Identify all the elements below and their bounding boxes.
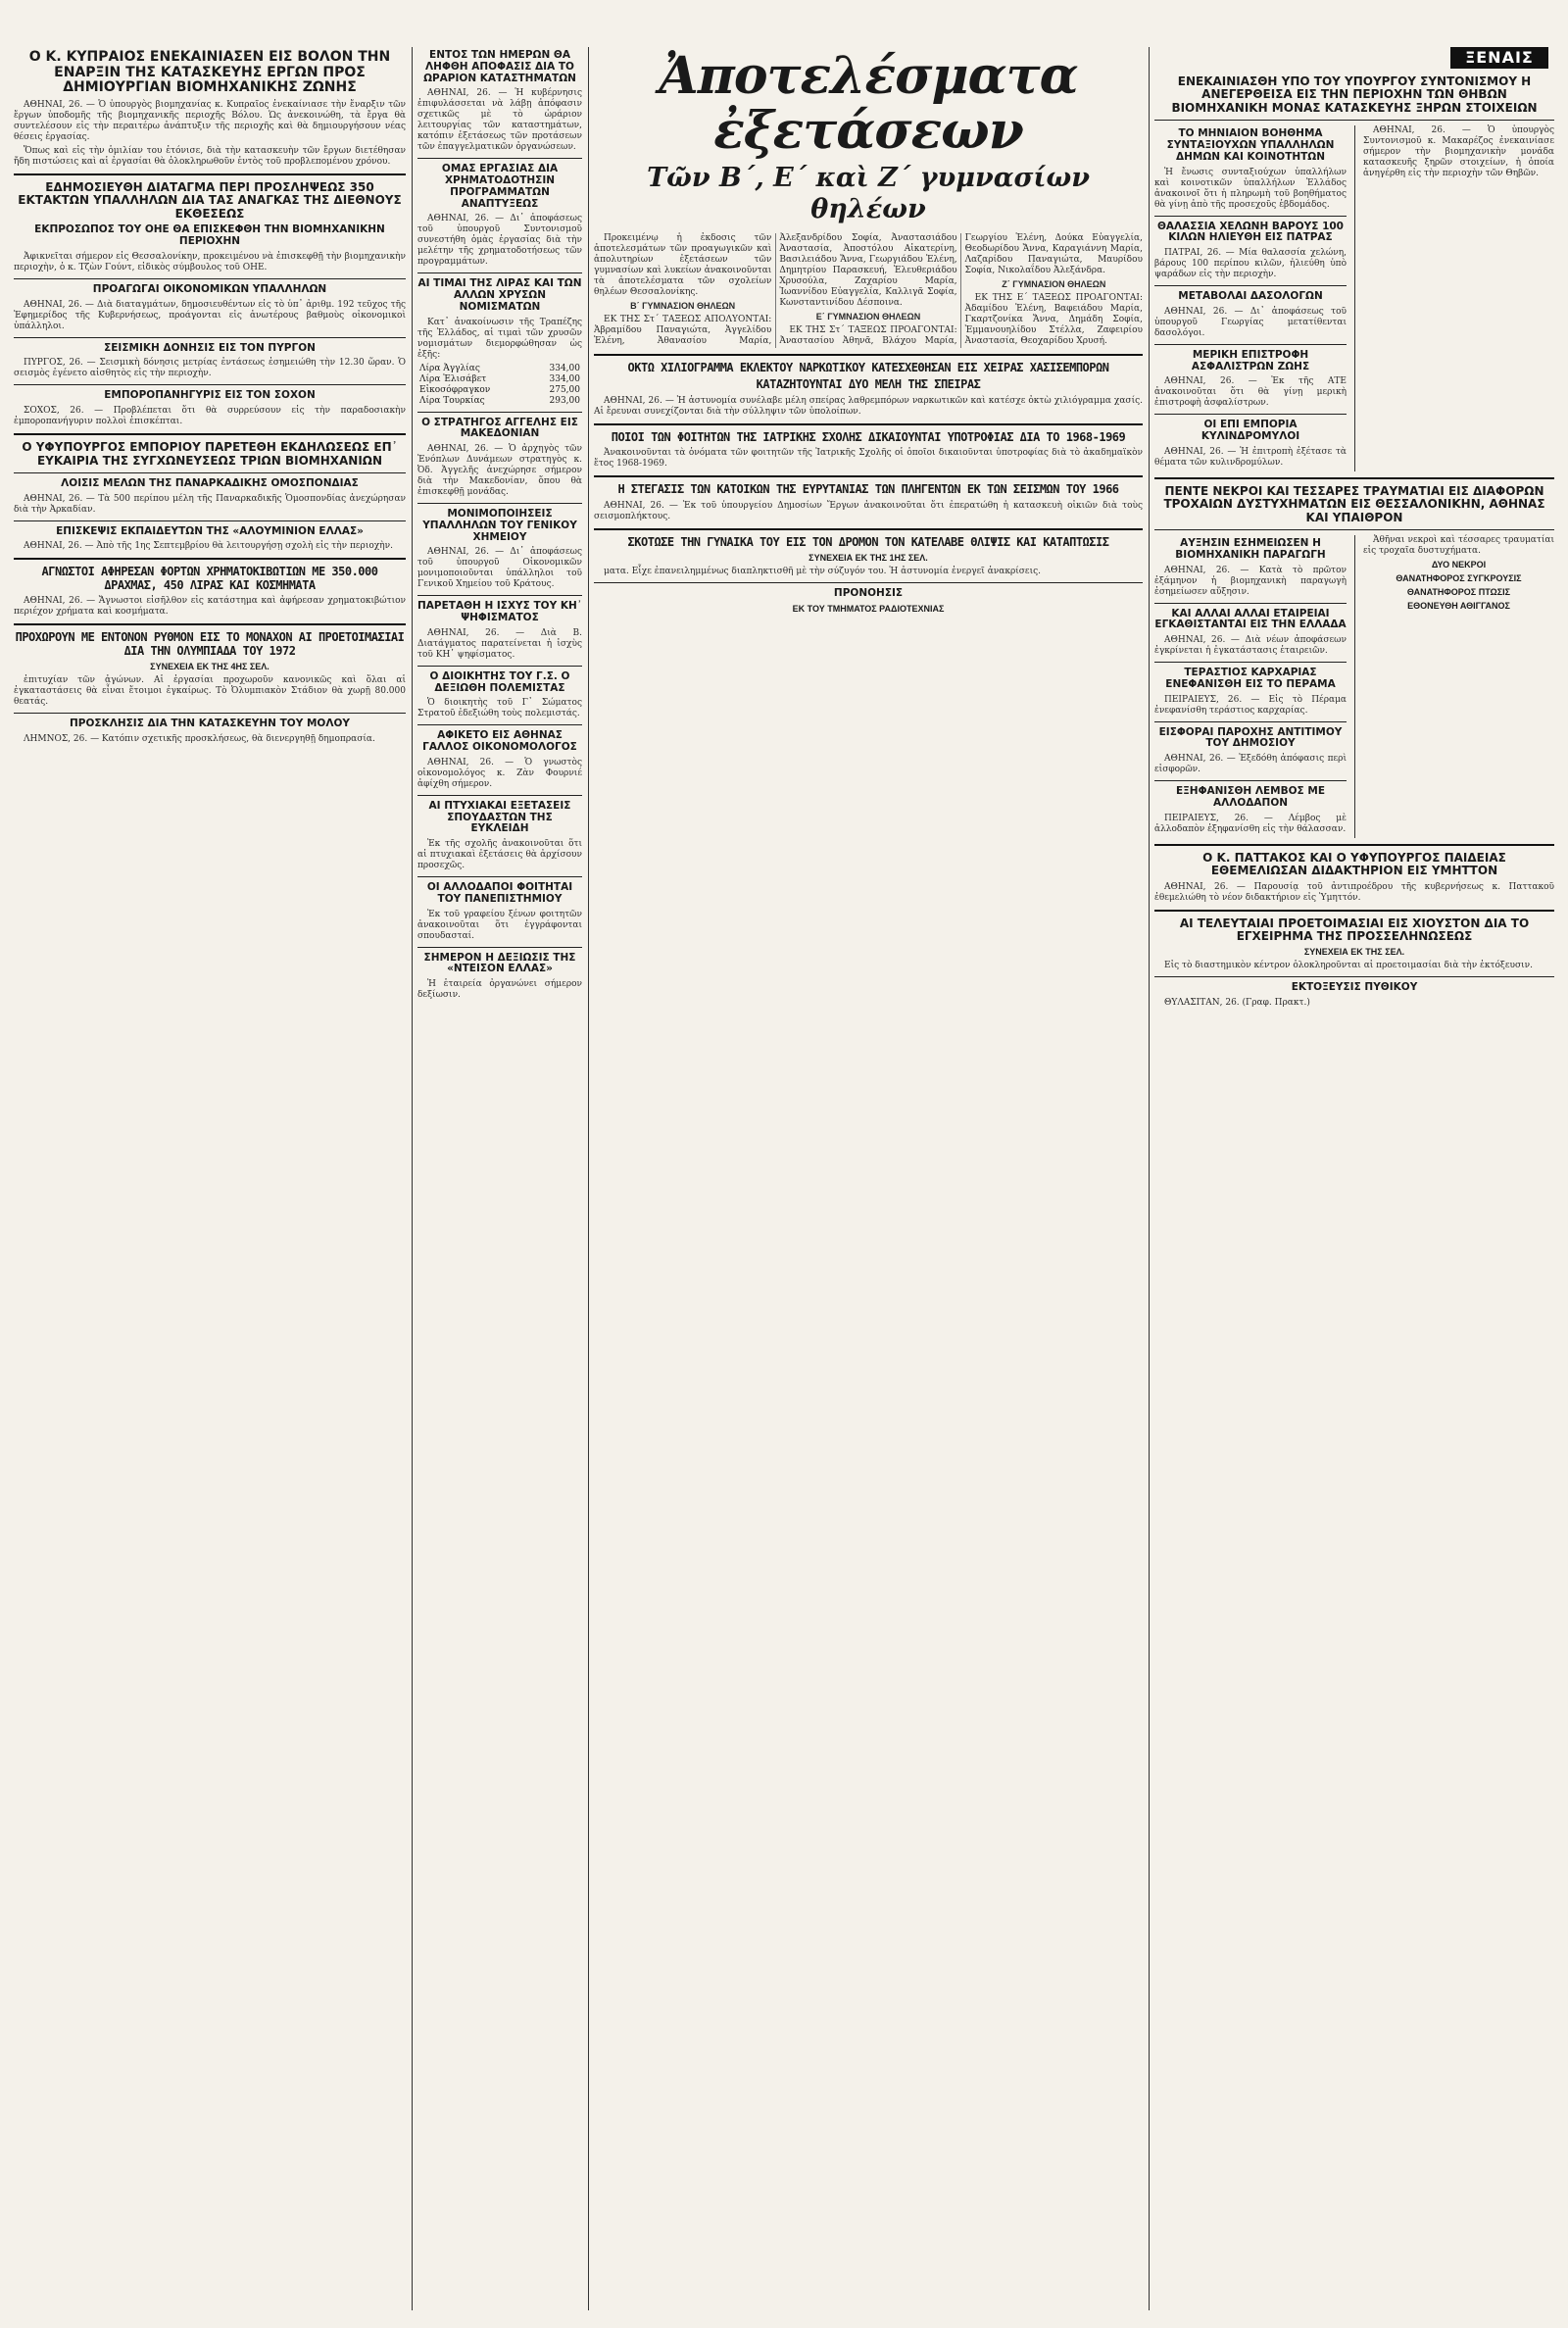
headline-dasologoi: ΜΕΤΑΒΟΛΑΙ ΔΑΣΟΛΟΓΩΝ (1178, 290, 1323, 303)
article-text: Ἐκ τοῦ γραφείου ξένων φοιτητῶν ἀνακοινοῦται ὅτι ἐγγράφονται σπουδασταί. (417, 909, 582, 941)
rate-value: 293,00 (549, 395, 580, 406)
headline-ektoxeusis: ΕΚΤΟΞΕΥΣΙΣ ΠΥΘΙΚΟΥ (1291, 981, 1418, 994)
divider (594, 528, 1143, 530)
subheading: ΕΚ ΤΟΥ ΤΜΗΜΑΤΟΣ ΡΑΔΙΟΤΕΧΝΙΑΣ (792, 603, 945, 614)
results-list: ΕΚ ΤΗΣ Ε΄ ΤΑΞΕΩΣ ΠΡΟΑΓΟΝΤΑΙ: Ἀδαμίδου Ἑλένη, Βαφειάδου Μαρία, Γκαρτζονίκα Ἄννα, Δημάδη Σοφία, Ἐμμανουηλίδου Στέλλα, Ζαφειρίου Ἀναστασία, Θεοχαρίδου Χρυσή. (964, 293, 1143, 346)
article-text: ΘΥΛΑΣΙΤΑΝ, 26. (Γραφ. Πρακτ.) (1164, 998, 1310, 1009)
headline-panarkadiki: ΛΟΙΣΙΣ ΜΕΛΩΝ ΤΗΣ ΠΑΝΑΡΚΑΔΙΚΗΣ ΟΜΟΣΠΟΝΔΙΑΣ (61, 476, 359, 489)
divider (14, 173, 406, 175)
divider (14, 520, 406, 521)
headline-molos: ΠΡΟΣΚΛΗΣΙΣ ΔΙΑ ΤΗΝ ΚΑΤΑΣΚΕΥΗΝ ΤΟΥ ΜΟΛΟΥ (70, 718, 350, 730)
article-text: ΑΘΗΝΑΙ, 26. — Τὰ 500 περίπου μέλη τῆς Παναρκαδικῆς Ὁμοσπονδίας ἀνεχώρησαν διὰ τὴν Ἀρκαδίαν. (14, 493, 406, 515)
divider (14, 623, 406, 625)
headline-oikonomologos: ΑΦΙΚΕΤΟ ΕΙΣ ΑΘΗΝΑΣ ΓΑΛΛΟΣ ΟΙΚΟΝΟΜΟΛΟΓΟΣ (422, 729, 577, 753)
divider (14, 384, 406, 385)
divider (417, 947, 582, 948)
article-text: ΑΘΗΝΑΙ, 26. — Δι᾽ ἀποφάσεως τοῦ ὑπουργοῦ Γεωργίας μετατίθενται δασολόγοι. (1154, 306, 1347, 338)
banner-subtitle: Τῶν Β΄, Ε΄ καὶ Ζ΄ γυμνασίων θηλέων (647, 163, 1090, 224)
column-2 (417, 47, 582, 2310)
headline-eisforai: ΕΙΣΦΟΡΑΙ ΠΑΡΟΧΗΣ ΑΝΤΙΤΙΜΟΥ ΤΟΥ ΔΗΜΟΣΙΟΥ (1158, 725, 1343, 750)
headline-chelona: ΘΑΛΑΣΣΙΑ ΧΕΛΩΝΗ ΒΑΡΟΥΣ 100 ΚΙΛΩΝ ΗΛΙΕΥΘΗ ΕΙΣ ΠΑΤΡΑΣ (1157, 220, 1344, 244)
article-text: ΑΘΗΝΑΙ, 26. — Ἐκ τῆς ΑΤΕ ἀνακοινοῦται ὅτι θὰ γίνῃ μερικὴ ἐπιστροφὴ ἀσφαλίστρων. (1154, 376, 1347, 409)
article-text: Ἐκ τῆς σχολῆς ἀνακοινοῦται ὅτι αἱ πτυχιακαὶ ἐξετάσεις θὰ ἀρχίσουν προσεχῶς. (417, 839, 582, 870)
rate-value: 334,00 (549, 363, 580, 373)
subheading: ΘΑΝΑΤΗΦΟΡΟΣ ΠΤΩΣΙΣ (1406, 587, 1511, 598)
article-text: ΑΘΗΝΑΙ, 26. — Διὰ διαταγμάτων, δημοσιευθέντων εἰς τὸ ὑπ᾽ ἀριθμ. 192 τεῦχος τῆς Ἐφημερίδος τῆς Κυβερνήσεως, προάγονται εἰς ἀνωτέρους βαθμοὺς οἰκονομικοὶ ὑπάλληλοι. (14, 299, 406, 331)
column-rule (412, 47, 413, 2310)
article-text: ΣΟΧΟΣ, 26. — Προβλέπεται ὅτι θὰ συρρεύσουν εἰς τὴν παραδοσιακὴν ἐμποροπανήγυριν πολλοὶ ἐπισκέπται. (14, 406, 406, 427)
article-text: ΑΘΗΝΑΙ, 26. — Ἐξεδόθη ἀπόφασις περὶ εἰσφορῶν. (1154, 754, 1347, 775)
rate-name: Λίρα Τουρκίας (419, 395, 485, 406)
headline-yfypourgos: Ο ΥΦΥΠΟΥΡΓΟΣ ΕΜΠΟΡΙΟΥ ΠΑΡΕΤΕΘΗ ΕΚΔΗΛΩΣΕΩΣ ΕΠ᾽ ΕΥΚΑΙΡΙΑ ΤΗΣ ΣΥΓΧΩΝΕΥΣΕΩΣ ΤΡΙΩΝ ΒΙΟΜΗΧΑΝΙΩΝ (22, 440, 398, 468)
rate-name: Εἰκοσόφραγκον (419, 384, 491, 395)
divider (417, 595, 582, 596)
headline-diatagma: ΕΔΗΜΟΣΙΕΥΘΗ ΔΙΑΤΑΓΜΑ ΠΕΡΙ ΠΡΟΣΛΗΨΕΩΣ 350 ΕΚΤΑΚΤΩΝ ΥΠΑΛΛΗΛΩΝ ΔΙΑ ΤΑΣ ΑΝΑΓΚΑΣ ΤΗΣ ΔΙΕΘΝΟΥΣ ΕΚΘΕΣΕΩΣ (18, 180, 402, 221)
rate-row (417, 374, 582, 385)
headline-kylindromyloi: ΟΙ ΕΠΙ ΕΜΠΟΡΙΑ ΚΥΛΙΝΔΡΟΜΥΛΟΙ (1200, 419, 1300, 443)
divider (14, 337, 406, 338)
article-text: ΑΘΗΝΑΙ, 26. — Ὁ ὑπουργὸς Συντονισμοῦ κ. Μακαρέζος ἐνεκαινίασε σήμερον τὴν βιομηχανικὴν μονάδα κατασκευῆς ξηρῶν στοιχείων, ἡ ὁποία ἀνηγέρθη εἰς τὴν περιοχὴν τῶν Θηβῶν. (1362, 125, 1554, 179)
headline-chrimatokivotio: ΑΓΝΩΣΤΟΙ ΑΦΗΡΕΣΑΝ ΦΟΡΤΩΝ ΧΡΗΜΑΤΟΚΙΒΩΤΙΩΝ ΜΕ 350.000 ΔΡΑΧΜΑΣ, 450 ΛΙΡΑΣ ΚΑΙ ΚΟΣΜΗΜΑΤΑ (41, 565, 378, 592)
column-1 (14, 47, 406, 2310)
divider (417, 724, 582, 725)
article-text: Ἡ ἔνωσις συνταξιούχων ὑπαλλήλων καὶ κοινοτικῶν ὑπαλλήλων Ἑλλάδος ἀνακοινοῖ ὅτι ἡ πληρωμὴ τοῦ βοηθήματος θὰ γίνῃ ἀπὸ τῆς προσεχοῦς ἑβδομάδος. (1154, 167, 1347, 210)
column-rule (1354, 125, 1355, 471)
article-text: Ἡ ἑταιρεία ὀργανώνει σήμερον δεξίωσιν. (417, 979, 582, 1000)
article-text: ΑΘΗΝΑΙ, 26. — Ὁ γνωστὸς οἰκονομολόγος κ. Ζὰν Φουρνιέ ἀφίχθη σήμερον. (417, 757, 582, 789)
headline-proagogai: ΠΡΟΑΓΩΓΑΙ ΟΙΚΟΝΟΜΙΚΩΝ ΥΠΑΛΛΗΛΩΝ (92, 282, 327, 295)
divider (417, 795, 582, 796)
rate-name: Λίρα Ἀγγλίας (419, 363, 480, 373)
divider (1154, 910, 1554, 912)
article-text: ΑΘΗΝΑΙ, 26. — Διὰ Β. Διατάγματος παρατείνεται ἡ ἰσχὺς τοῦ ΚΗ᾽ ψηφίσματος. (417, 627, 582, 660)
article-text: ματα. Εἶχε ἐπανειλημμένως διαπληκτισθῆ μὲ τὴν σύζυγόν του. Ἡ ἀστυνομία ἐνεργεῖ ἀνακρίσεις. (604, 567, 1042, 577)
divider (417, 876, 582, 877)
rate-value: 275,00 (549, 384, 580, 395)
subheading: ΘΑΝΑΤΗΦΟΡΟΣ ΣΥΓΚΡΟΥΣΙΣ (1396, 573, 1522, 584)
newspaper-logo: ΞΕΝΑΙΣ (1450, 47, 1548, 69)
rate-name: Λίρα Ἐλισάβετ (419, 373, 487, 384)
article-text: ΑΘΗΝΑΙ, 26. — Δι᾽ ἀποφάσεως τοῦ ὑπουργοῦ Συντονισμοῦ συνεστήθη ὁμὰς ἐργασίας διὰ τὴν μελέτην τῆς χρηματοδοτήσεως τῶν προγραμμάτων. (417, 214, 582, 268)
headline-lira: ΑΙ ΤΙΜΑΙ ΤΗΣ ΛΙΡΑΣ ΚΑΙ ΤΩΝ ΑΛΛΩΝ ΧΡΥΣΩΝ ΝΟΜΙΣΜΑΤΩΝ (417, 277, 582, 313)
divider (14, 558, 406, 560)
headline-alouminion: ΕΠΙΣΚΕΨΙΣ ΕΚΠΑΙΔΕΥΤΩΝ ΤΗΣ «ΑΛΟΥΜΙΝΙΟΝ ΕΛΛΑΣ» (56, 524, 364, 537)
divider (1154, 721, 1347, 722)
column-rule (1354, 535, 1355, 838)
divider (14, 472, 406, 473)
article-text: ΑΘΗΝΑΙ, 26. — Ἐκ τοῦ ὑπουργείου Δημοσίων Ἔργων ἀνακοινοῦται ὅτι ἐπερατώθη ἡ κατασκευὴ οἰκιῶν διὰ τοὺς σεισμοπλήκτους. (594, 500, 1143, 521)
headline-skotose: ΣΚΟΤΩΣΕ ΤΗΝ ΓΥΝΑΙΚΑ ΤΟΥ ΕΙΣ ΤΟΝ ΔΡΟΜΟΝ ΤΟΝ ΚΑΤΕΛΑΒΕ ΘΛΙΨΙΣ ΚΑΙ ΚΑΤΑΠΤΩΣΙΣ (627, 534, 1109, 549)
article-text: ΑΘΗΝΑΙ, 26. — Ὁ ἀρχηγὸς τῶν Ἐνόπλων Δυνάμεων στρατηγὸς κ. Ὀδ. Ἀγγελῆς ἀνεχώρησε σήμερον διὰ τὴν Μακεδονίαν, ὅπου θὰ ἐπισκεφθῇ μονάδας. (417, 444, 582, 497)
subheading: ΕΘΟΝΕΥΘΗ ΑΘΙΓΓΑΝΟΣ (1407, 601, 1510, 612)
headline-narkotiko: ΟΚΤΩ ΧΙΛΙΟΓΡΑΜΜΑ ΕΚΛΕΚΤΟΥ ΝΑΡΚΩΤΙΚΟΥ ΚΑΤΕΣΧΕΘΗΣΑΝ ΕΙΣ ΧΕΙΡΑΣ ΧΑΣΙΣΕΜΠΟΡΩΝ (627, 361, 1109, 374)
article-text: ΑΘΗΝΑΙ, 26. — Δι᾽ ἀποφάσεως τοῦ ὑπουργοῦ Οἰκονομικῶν μονιμοποιοῦνται ὑπάλληλοι τοῦ Γενικοῦ Χημείου τοῦ Κράτους. (417, 547, 582, 590)
exam-results (594, 233, 1143, 348)
article-text: Ἀθῆναι νεκροὶ καὶ τέσσαρες τραυματίαι εἰς τροχαῖα δυστυχήματα. (1362, 535, 1554, 557)
divider (1154, 414, 1347, 415)
two-col-block (1154, 535, 1554, 838)
headline-asfalistra: ΜΕΡΙΚΗ ΕΠΙΣΤΡΟΦΗ ΑΣΦΑΛΙΣΤΡΩΝ ΖΩΗΣ (1191, 348, 1310, 372)
article-text: ΛΗΜΝΟΣ, 26. — Κατόπιν σχετικῆς προσκλήσεως, θὰ διενεργηθῇ δημοπρασία. (24, 733, 375, 744)
article-text: Κατ᾽ ἀνακοίνωσιν τῆς Τραπέζης τῆς Ἑλλάδος, αἱ τιμαὶ τῶν χρυσῶν νομισμάτων διεμορφώθησαν ὡς ἑξῆς: (417, 317, 582, 360)
headline-viomichaniki: ΑΥΞΗΣΙΝ ΕΣΗΜΕΙΩΣΕΝ Η ΒΙΟΜΗΧΑΝΙΚΗ ΠΑΡΑΓΩΓΗ (1175, 537, 1326, 561)
article-text: ΑΘΗΝΑΙ, 26. — Ἡ κυβέρνησις ἐπιφυλάσσεται νὰ λάβῃ ἀπόφασιν σχετικῶς μὲ τὸ ὡράριον λειτουργίας τῶν καταστημάτων, κατόπιν ἐξετάσεως τῶν προτάσεων τῶν ἐπαγγελματικῶν ὀργανώσεων. (417, 88, 582, 153)
headline-seismos: ΣΕΙΣΜΙΚΗ ΔΟΝΗΣΙΣ ΕΙΣ ΤΟΝ ΠΥΡΓΟΝ (104, 341, 316, 354)
headline-speira: ΚΑΤΑΖΗΤΟΥΝΤΑΙ ΔΥΟ ΜΕΛΗ ΤΗΣ ΣΠΕΙΡΑΣ (756, 377, 981, 392)
results-list: ΕΚ ΤΗΣ Στ΄ ΤΑΞΕΩΣ ΠΡΟΑΓΟΝΤΑΙ: Ἀναστασίου Ἀθηνᾶ, Βλάχου Μαρία, Γεωργίου Ἑλένη, Δούκα Εὐαγγελία, Θεοδωρίδου Ἄννα, Καραγιάννη Μαρία, Λαζαρίδου Παναγιώτα, Μαυρίδου Σοφία, Νικολαΐδου Ἀλεξάνδρα. (779, 233, 1143, 346)
divider (417, 503, 582, 504)
rate-value: 334,00 (549, 373, 580, 384)
article-text: ΠΕΙΡΑΙΕΥΣ, 26. — Εἰς τὸ Πέραμα ἐνεφανίσθη τεράστιος καρχαρίας. (1154, 694, 1347, 716)
divider (1154, 120, 1554, 121)
gold-rates-table (417, 364, 582, 407)
continuation-label: ΣΥΝΕΧΕΙΑ ΕΚ ΤΗΣ ΣΕΛ. (1303, 947, 1405, 958)
article-text: Ἀφικνεῖται σήμερον εἰς Θεσσαλονίκην, προκειμένου νὰ ἐπισκεφθῇ τὴν βιομηχανικὴν περιοχὴν, ὁ κ. Τζὼν Γούντ, εἰδικὸς σύμβουλος τοῦ ΟΗΕ. (14, 251, 406, 272)
continuation-label: ΣΥΝΕΧΕΙΑ ΕΚ ΤΗΣ 4ΗΣ ΣΕΛ. (150, 662, 270, 672)
divider (1154, 216, 1347, 217)
divider (1154, 780, 1347, 781)
article-text: ΑΘΗΝΑΙ, 26. — Ὁ ὑπουργὸς βιομηχανίας κ. Κυπραῖος ἐνεκαίνιασε τὴν ἔναρξιν τῶν ἔργων ὑποδομῆς τῆς βιομηχανικῆς περιοχῆς Βόλου. Ὡς ἀνεκοινώθη, τὰ ἔργα θὰ συντελέσουν εἰς τὴν περαιτέρω ἀνάπτυξιν τῆς περιοχῆς καὶ θὰ δημιουργήσουν νέας θέσεις ἐργασίας. (14, 100, 406, 143)
divider (1154, 976, 1554, 977)
article-text: ΑΘΗΝΑΙ, 26. — Παρουσίᾳ τοῦ ἀντιπροέδρου τῆς κυβερνήσεως κ. Παττακοῦ ἐθεμελιώθη τὸ νέον διδακτήριον εἰς Ὑμηττόν. (1154, 881, 1554, 903)
two-col-block (1154, 125, 1554, 471)
divider (1154, 844, 1554, 846)
rate-row (417, 385, 582, 396)
column-4 (1154, 73, 1554, 2310)
divider (14, 433, 406, 435)
divider (417, 412, 582, 413)
headline-oie: ΕΚΠΡΟΣΩΠΟΣ ΤΟΥ ΟΗΕ ΘΑ ΕΠΙΣΚΕΦΘΗ ΤΗΝ ΒΙΟΜΗΧΑΝΙΚΗΝ ΠΕΡΙΟΧΗΝ (34, 223, 385, 248)
article-text: ΑΘΗΝΑΙ, 26. — Ἡ ἀστυνομία συνέλαβε μέλη σπείρας λαθρεμπόρων ναρκωτικῶν καὶ κατέσχε ὀκτὼ χιλιόγραμμα χασίς. Αἱ ἔρευναι συνεχίζονται διὰ τὴν σύλληψιν τῶν ὑπολοίπων. (594, 395, 1143, 417)
article-text: ἐπιτυχίαν τῶν ἀγώνων. Αἱ ἐργασίαι προχωροῦν κανονικῶς καὶ ὅλαι αἱ ἐγκαταστάσεις θὰ εἶναι ἕτοιμοι ἐγκαίρως. Τὸ Ὀλυμπιακὸν Στάδιον θὰ χωρῇ 80.000 θεατάς. (14, 675, 406, 708)
article-text: ΑΘΗΝΑΙ, 26. — Ἡ ἐπιτροπὴ ἐξέτασε τὰ θέματα τῶν κυλινδρομύλων. (1154, 446, 1347, 468)
headline-voithima: ΤΟ ΜΗΝΙΑΙΟΝ ΒΟΗΘΗΜΑ ΣΥΝΤΑΞΙΟΥΧΩΝ ΥΠΑΛΛΗΛΩΝ ΔΗΜΩΝ ΚΑΙ ΚΟΙΝΟΤΗΤΩΝ (1166, 127, 1335, 163)
banner-title: Ἀποτελέσματα ἐξετάσεων (659, 47, 1078, 161)
headline-thivai: ΕΝΕΚΑΙΝΙΑΣΘΗ ΥΠΟ ΤΟΥ ΥΠΟΥΡΓΟΥ ΣΥΝΤΟΝΙΣΜΟΥ Η ΑΝΕΓΕΡΘΕΙΣΑ ΕΙΣ ΤΗΝ ΠΕΡΙΟΧΗΝ ΤΩΝ ΘΗΒΩΝ ΒΙΟΜΗΧΑΝΙΚΗ ΜΟΝΑΣ ΚΑΤΑΣΚΕΥΗΣ ΞΗΡΩΝ ΣΤΟΙΧΕΙΩΝ (1171, 74, 1538, 115)
headline-omas-ergasias: ΟΜΑΣ ΕΡΓΑΣΙΑΣ ΔΙΑ ΧΡΗΜΑΤΟΔΟΤΗΣΙΝ ΠΡΟΓΡΑΜΜΑΤΩΝ ΑΝΑΠΤΥΞΕΩΣ (441, 163, 559, 210)
article-text: ΑΘΗΝΑΙ, 26. — Ἀπὸ τῆς 1ης Σεπτεμβρίου θὰ λειτουργήσῃ σχολὴ εἰς τὴν περιοχὴν. (24, 541, 393, 552)
article-text: ΑΘΗΝΑΙ, 26. — Διὰ νέων ἀποφάσεων ἐγκρίνεται ἡ ἐγκατάστασις ἑταιρειῶν. (1154, 635, 1347, 657)
article-text: ΠΥΡΓΟΣ, 26. — Σεισμικὴ δόνησις μετρίας ἐντάσεως ἐσημειώθη τὴν 12.30 ὥραν. Ὁ σεισμὸς ἐγένετο αἰσθητὸς εἰς τὴν περιοχὴν. (14, 358, 406, 379)
headline-pattakos: Ο Κ. ΠΑΤΤΑΚΟΣ ΚΑΙ Ο ΥΦΥΠΟΥΡΓΟΣ ΠΑΙΔΕΙΑΣ ΕΘΕΜΕΛΙΩΣΑΝ ΔΙΔΑΚΤΗΡΙΟΝ ΕΙΣ ΥΜΗΤΤΟΝ (1202, 850, 1506, 878)
school-heading: Ε΄ ΓΥΜΝΑΣΙΟΝ ΘΗΛΕΩΝ (815, 312, 921, 322)
headline-houston: ΑΙ ΤΕΛΕΥΤΑΙΑΙ ΠΡΟΕΤΟΙΜΑΣΙΑΙ ΕΙΣ ΧΙΟΥΣΤΟΝ ΔΙΑ ΤΟ ΕΓΧΕΙΡΗΜΑ ΤΗΣ ΠΡΟΣΣΕΛΗΝΩΣΕΩΣ (1179, 916, 1530, 943)
headline-olympiada: ΠΡΟΧΩΡΟΥΝ ΜΕ ΕΝΤΟΝΟΝ ΡΥΘΜΟΝ ΕΙΣ ΤΟ ΜΟΝΑΧΟΝ ΑΙ ΠΡΟΕΤΟΙΜΑΣΙΑΙ ΔΙΑ ΤΗΝ ΟΛΥΜΠΙΑΔΑ ΤΟΥ 1972 (15, 630, 405, 658)
headline-polemistes: Ο ΔΙΟΙΚΗΤΗΣ ΤΟΥ Γ.Σ. Ο ΔΕΞΙΩΘΗ ΠΟΛΕΜΙΣΤΑΣ (429, 669, 570, 694)
column-rule (588, 47, 589, 2310)
divider (417, 666, 582, 667)
headline-psifisma: ΠΑΡΕΤΑΘΗ Η ΙΣΧΥΣ ΤΟΥ ΚΗ᾽ ΨΗΦΙΣΜΑΤΟΣ (417, 600, 582, 623)
divider (1154, 344, 1347, 345)
headline-troxaia: ΠΕΝΤΕ ΝΕΚΡΟΙ ΚΑΙ ΤΕΣΣΑΡΕΣ ΤΡΑΥΜΑΤΙΑΙ ΕΙΣ ΔΙΑΦΟΡΩΝ ΤΡΟΧΑΙΩΝ ΔΥΣΤΥΧΗΜΑΤΩΝ ΕΙΣ ΘΕΣΣΑΛΟΝΙΚΗΝ, ΑΘΗΝΑΣ ΚΑΙ ΥΠΑΙΘΡΟΝ (1163, 483, 1545, 524)
headline-pronoisis: ΠΡΟΝΟΗΣΙΣ (833, 587, 904, 600)
column-rule (1149, 47, 1150, 2310)
divider (594, 354, 1143, 356)
divider (14, 278, 406, 279)
headline-panigyris: ΕΜΠΟΡΟΠΑΝΗΓΥΡΙΣ ΕΙΣ ΤΟΝ ΣΟΧΟΝ (104, 389, 316, 402)
headline-angelis: Ο ΣΤΡΑΤΗΓΟΣ ΑΓΓΕΛΗΣ ΕΙΣ ΜΑΚΕΔΟΝΙΑΝ (421, 416, 578, 440)
divider (1154, 285, 1347, 286)
headline-eurytania: Η ΣΤΕΓΑΣΙΣ ΤΩΝ ΚΑΤΟΙΚΩΝ ΤΗΣ ΕΥΡΥΤΑΝΙΑΣ ΤΩΝ ΠΛΗΓΕΝΤΩΝ ΕΚ ΤΩΝ ΣΕΙΣΜΩΝ ΤΟΥ 1966 (617, 482, 1119, 497)
continuation-label: ΣΥΝΕΧΕΙΑ ΕΚ ΤΗΣ 1ΗΣ ΣΕΛ. (808, 553, 928, 564)
divider (1154, 603, 1347, 604)
school-heading: Ζ΄ ΓΥΜΝΑΣΙΟΝ ΘΗΛΕΩΝ (1002, 279, 1106, 289)
results-list: ΕΚ ΤΗΣ Στ΄ ΤΑΞΕΩΣ ΑΠΟΛΥΟΝΤΑΙ: Ἀβραμίδου Παναγιώτα, Ἀγγελίδου Ἑλένη, Ἀθανασίου Μαρία, Ἀλεξανδρίδου Σοφία, Ἀναστασιάδου Ἀναστασία, Ἀποστόλου Αἰκατερίνη, Βασιλειάδου Ἄννα, Γεωργιάδου Ἑλένη, Δημητρίου Παρασκευή, Ἐλευθεριάδου Χρυσούλα, Ζαχαρίου Μαρία, Ἰωαννίδου Εὐαγγελία, Καλλιγᾶ Σοφία, Κωνσταντινίδου Δέσποινα. (594, 233, 957, 346)
article-text: ΑΘΗΝΑΙ, 26. — Ἄγνωστοι εἰσῆλθον εἰς κατάστημα καὶ ἀφήρεσαν χρηματοκιβώτιον περιέχον χρήματα καὶ κοσμήματα. (14, 596, 406, 618)
headline-etaireiai: ΚΑΙ ΑΛΛΑΙ ΑΛΛΑΙ ΕΤΑΙΡΕΙΑΙ ΕΓΚΑΘΙΣΤΑΝΤΑΙ ΕΙΣ ΤΗΝ ΕΛΛΑΔΑ (1154, 607, 1347, 631)
headline-kypraios: Ο Κ. ΚΥΠΡΑΙΟΣ ΕΝΕΚΑΙΝΙΑΣΕΝ ΕΙΣ ΒΟΛΟΝ ΤΗΝ ΕΝΑΡΞΙΝ ΤΗΣ ΚΑΤΑΣΚΕΥΗΣ ΕΡΓΩΝ ΠΡΟΣ ΔΗΜΙΟΥΡΓΙΑΝ ΒΙΟΜΗΧΑΝΙΚΗΣ ΖΩΝΗΣ (28, 49, 391, 96)
article-text: ΠΕΙΡΑΙΕΥΣ, 26. — Λέμβος μὲ ἀλλοδαπὸν ἐξηφανίσθη εἰς τὴν θάλασσαν. (1154, 813, 1347, 834)
school-heading: Β΄ ΓΥΜΝΑΣΙΟΝ ΘΗΛΕΩΝ (630, 301, 736, 311)
rate-row (417, 364, 582, 374)
headline-karcharias: ΤΕΡΑΣΤΙΟΣ ΚΑΡΧΑΡΙΑΣ ΕΝΕΦΑΝΙΣΘΗ ΕΙΣ ΤΟ ΠΕΡΑΜΑ (1165, 667, 1336, 690)
rate-row (417, 396, 582, 407)
article-text: ΠΑΤΡΑΙ, 26. — Μία θαλασσία χελώνη, βάρους 100 περίπου κιλῶν, ἠλιεύθη ὑπὸ ψαράδων εἰς τὴν περιοχὴν. (1154, 248, 1347, 280)
divider (594, 582, 1143, 583)
column-3 (594, 47, 1143, 2310)
divider (594, 423, 1143, 425)
headline-chimeio: ΜΟΝΙΜΟΠΟΙΗΣΕΙΣ ΥΠΑΛΛΗΛΩΝ ΤΟΥ ΓΕΝΙΚΟΥ ΧΗΜΕΙΟΥ (422, 508, 577, 543)
headline-iatriki: ΠΟΙΟΙ ΤΩΝ ΦΟΙΤΗΤΩΝ ΤΗΣ ΙΑΤΡΙΚΗΣ ΣΧΟΛΗΣ ΔΙΚΑΙΟΥΝΤΑΙ ΥΠΟΤΡΟΦΙΑΣ ΔΙΑ ΤΟ 1968-1969 (611, 429, 1126, 444)
article-text: Ὁ διοικητὴς τοῦ Γ᾽ Σώματος Στρατοῦ ἐδεξιώθη τοὺς πολεμιστάς. (417, 698, 582, 719)
headline-eukleidi: ΑΙ ΠΤΥΧΙΑΚΑΙ ΕΞΕΤΑΣΕΙΣ ΣΠΟΥΔΑΣΤΩΝ ΤΗΣ ΕΥΚΛΕΙΔΗ (428, 799, 571, 835)
divider (417, 272, 582, 273)
article-text: Προκειμένῳ ἡ ἐκδοσις τῶν ἀποτελεσμάτων τῶν προαγωγικῶν καὶ ἀπολυτηρίων ἐξετάσεων τῶν γυμνασίων καὶ λυκείων ἀνακοινοῦνται τὰ ἀποτελέσματα τῶν σχολείων θηλέων Θεσσαλονίκης. (594, 233, 772, 297)
headline-allodapoi: ΟΙ ΑΛΛΟΔΑΠΟΙ ΦΟΙΤΗΤΑΙ ΤΟΥ ΠΑΝΕΠΙΣΤΗΜΙΟΥ (426, 881, 573, 905)
article-text: ΑΘΗΝΑΙ, 26. — Κατὰ τὸ πρῶτον ἑξάμηνον ἡ βιομηχανικὴ παραγωγὴ ἐσημείωσεν αὔξησιν. (1154, 565, 1347, 597)
divider (417, 158, 582, 159)
headline-orario: ΕΝΤΟΣ ΤΩΝ ΗΜΕΡΩΝ ΘΑ ΛΗΦΘΗ ΑΠΟΦΑΣΙΣ ΔΙΑ ΤΟ ΩΡΑΡΙΟΝ ΚΑΤΑΣΤΗΜΑΤΩΝ (423, 49, 576, 84)
article-text: Ἀνακοινοῦνται τὰ ὀνόματα τῶν φοιτητῶν τῆς Ἰατρικῆς Σχολῆς οἱ ὁποῖοι δικαιοῦνται ὑποτροφίας διὰ τὸ ἀκαδημαϊκὸν ἔτος 1968-1969. (594, 448, 1143, 470)
divider (594, 475, 1143, 477)
article-text: Εἰς τὸ διαστημικὸν κέντρον ὁλοκληροῦνται αἱ προετοιμασίαι διὰ τὴν ἐκτόξευσιν. (1164, 961, 1533, 971)
subheading: ΔΥΟ ΝΕΚΡΟΙ (1431, 560, 1487, 570)
article-text: Ὅπως καὶ εἰς τὴν ὁμιλίαν του ἐτόνισε, διὰ τὴν κατασκευὴν τῶν ἔργων διετέθησαν ἤδη πιστώσεις καὶ αἱ ἐργασίαι θὰ ὁλοκληρωθοῦν ἐντὸς τοῦ προβλεπομένου χρόνου. (14, 146, 406, 168)
divider (1154, 529, 1554, 530)
divider (1154, 477, 1554, 479)
headline-dexiosis: ΣΗΜΕΡΟΝ Η ΔΕΞΙΩΣΙΣ ΤΗΣ «ΝΤΕΙΣΟΝ ΕΛΛΑΣ» (423, 951, 576, 975)
divider (14, 713, 406, 714)
divider (1154, 662, 1347, 663)
headline-lemvos: ΕΞΗΦΑΝΙΣΘΗ ΛΕΜΒΟΣ ΜΕ ΑΛΛΟΔΑΠΟΝ (1175, 785, 1325, 809)
